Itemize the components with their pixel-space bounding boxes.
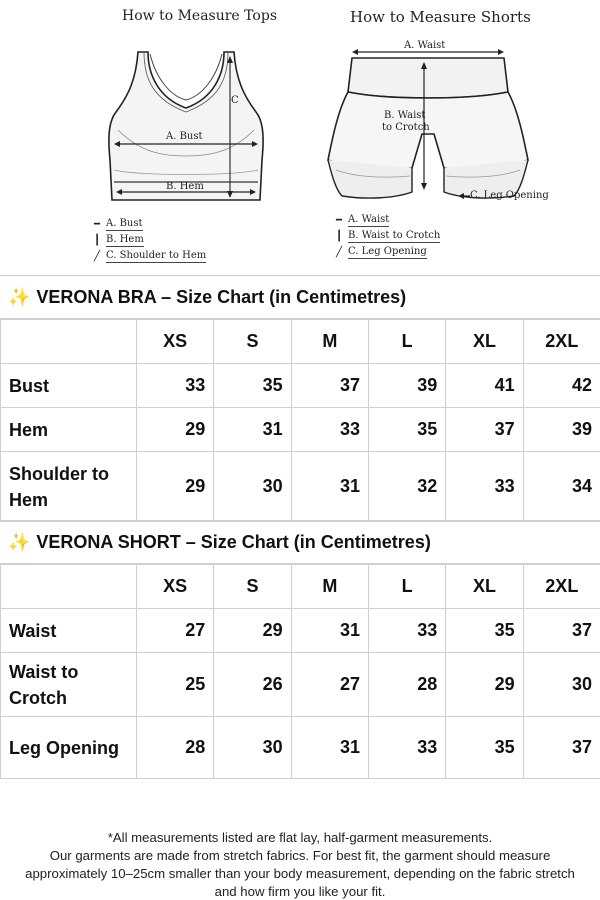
bra-chart-title (0, 275, 600, 319)
table-cell: 32 (368, 452, 445, 522)
table-cell: 31 (291, 452, 368, 522)
row-label: Leg Opening (1, 717, 137, 779)
legend-item: ┃ B. Waist to Crotch (332, 228, 440, 244)
table-cell: 29 (137, 452, 214, 522)
slash-icon: ╱ (335, 246, 343, 258)
table-cell: 33 (446, 452, 523, 522)
legend-item: ┃ B. Hem (90, 232, 206, 248)
table-cell: 35 (446, 717, 523, 779)
table-cell: 33 (137, 364, 214, 408)
measurement-illustrations (0, 0, 600, 272)
line-icon: ━ (335, 214, 343, 226)
size-header: S (214, 320, 291, 364)
table-cell: 33 (368, 609, 445, 653)
size-header: L (368, 565, 445, 609)
corner-cell (1, 565, 137, 609)
sparkle-icon: ✨ (8, 531, 31, 552)
table-cell: 34 (523, 452, 600, 522)
short-chart-title-text: VERONA SHORT – Size Chart (in Centimetres) (36, 531, 431, 552)
table-row (1, 717, 600, 779)
table-cell: 31 (291, 717, 368, 779)
table-cell: 42 (523, 364, 600, 408)
table-row (1, 452, 600, 522)
bra-size-chart (0, 275, 600, 522)
corner-cell (1, 320, 137, 364)
line-icon: ━ (93, 218, 101, 230)
size-header: XS (137, 320, 214, 364)
table-cell: 33 (291, 408, 368, 452)
tops-bust-label: A. Bust (166, 131, 203, 142)
table-cell: 27 (137, 609, 214, 653)
size-header: XS (137, 565, 214, 609)
shorts-crotch-label-2: to Crotch (382, 122, 430, 133)
row-label: Waist (1, 609, 137, 653)
table-cell: 35 (368, 408, 445, 452)
tops-c-label: C (231, 95, 239, 106)
row-label: Hem (1, 408, 137, 452)
footnote-line-2: Our garments are made from stretch fabrics. For best fit, the garment should measure approximately 10–25cm smaller than your body measurement, depending on the fabric stretch and how firm you like your fit. (25, 848, 575, 899)
size-header: M (291, 565, 368, 609)
size-header: L (368, 320, 445, 364)
table-cell: 37 (291, 364, 368, 408)
short-size-chart (0, 520, 600, 779)
table-cell: 30 (214, 717, 291, 779)
tops-legend (90, 216, 206, 264)
footnote-line-1: *All measurements listed are flat lay, half-garment measurements. (107, 830, 493, 845)
legend-item: ━ A. Bust (90, 216, 206, 232)
table-cell: 31 (214, 408, 291, 452)
table-cell: 30 (214, 452, 291, 522)
table-cell: 35 (446, 609, 523, 653)
table-cell: 25 (137, 653, 214, 717)
table-cell: 33 (368, 717, 445, 779)
size-header: M (291, 320, 368, 364)
table-cell: 29 (446, 653, 523, 717)
table-cell: 35 (214, 364, 291, 408)
tops-guide-title: How to Measure Tops (122, 8, 277, 24)
table-cell: 29 (214, 609, 291, 653)
bra-chart-title-text: VERONA BRA – Size Chart (in Centimetres) (36, 286, 407, 307)
tops-hem-label: B. Hem (166, 181, 204, 192)
table-cell: 37 (523, 609, 600, 653)
shorts-legend (332, 212, 440, 260)
legend-item: ╱ C. Shoulder to Hem (90, 248, 206, 264)
size-header: XL (446, 565, 523, 609)
tops-measure-guide (78, 0, 278, 272)
bar-icon: ┃ (335, 230, 343, 242)
sparkle-icon: ✨ (8, 286, 31, 307)
slash-icon: ╱ (93, 250, 101, 262)
size-header: XL (446, 320, 523, 364)
legend-item: ━ A. Waist (332, 212, 440, 228)
shorts-waist-label: A. Waist (404, 40, 446, 51)
row-label: Shoulder to Hem (1, 452, 137, 522)
shorts-measure-guide (318, 0, 558, 272)
bar-icon: ┃ (93, 234, 101, 246)
table-row (1, 408, 600, 452)
shorts-leg-label: C. Leg Opening (470, 190, 549, 201)
table-cell: 29 (137, 408, 214, 452)
size-header: 2XL (523, 320, 600, 364)
short-chart-title (0, 520, 600, 564)
table-header-row (1, 320, 600, 364)
measurement-footnote (14, 829, 586, 900)
shorts-crotch-label-1: B. Waist (384, 110, 426, 121)
table-header-row (1, 565, 600, 609)
table-cell: 30 (523, 653, 600, 717)
table-cell: 37 (446, 408, 523, 452)
table-row (1, 364, 600, 408)
table-row (1, 609, 600, 653)
table-row (1, 653, 600, 717)
table-cell: 28 (368, 653, 445, 717)
short-size-table (0, 564, 600, 779)
shorts-guide-title: How to Measure Shorts (350, 8, 531, 26)
bra-size-table (0, 319, 600, 522)
table-cell: 27 (291, 653, 368, 717)
table-cell: 39 (368, 364, 445, 408)
table-cell: 31 (291, 609, 368, 653)
table-cell: 37 (523, 717, 600, 779)
size-header: S (214, 565, 291, 609)
table-cell: 39 (523, 408, 600, 452)
size-header: 2XL (523, 565, 600, 609)
row-label: Bust (1, 364, 137, 408)
legend-item: ╱ C. Leg Opening (332, 244, 440, 260)
table-cell: 26 (214, 653, 291, 717)
table-cell: 28 (137, 717, 214, 779)
row-label: Waist to Crotch (1, 653, 137, 717)
table-cell: 41 (446, 364, 523, 408)
